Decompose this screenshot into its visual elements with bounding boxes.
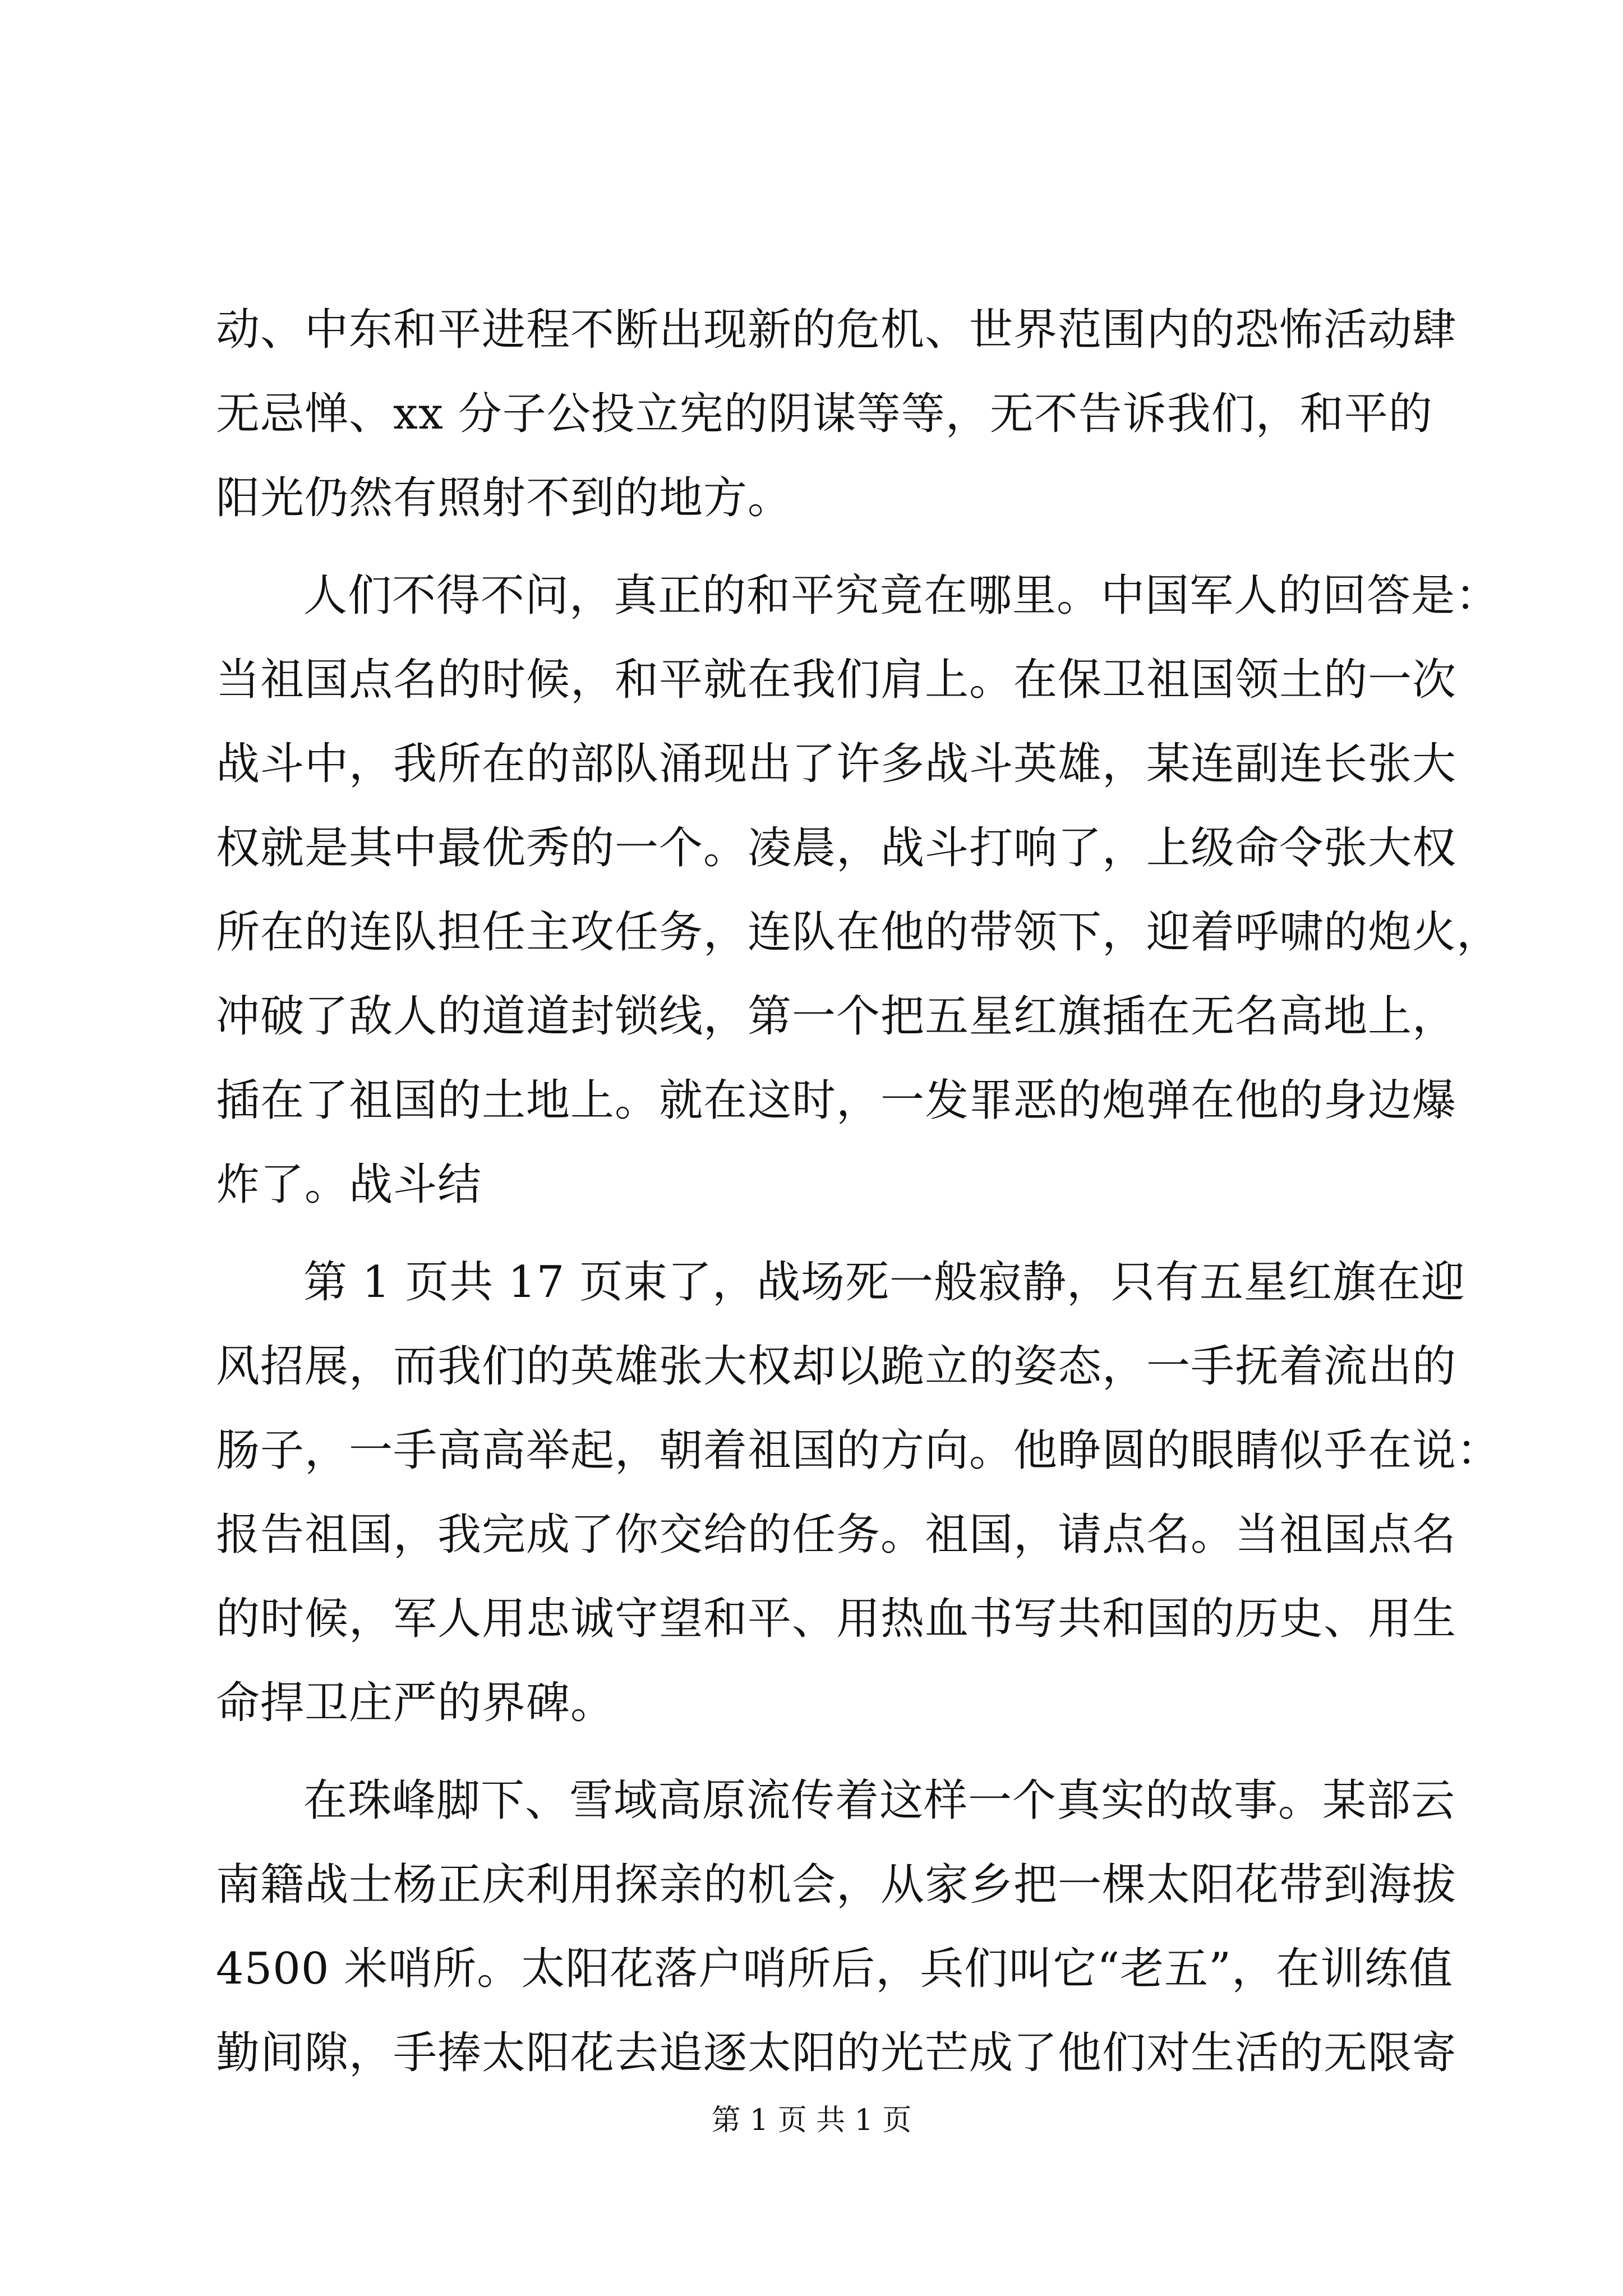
text-line: 勤间隙，手捧太阳花去追逐太阳的光芒成了他们对生活的无限寄 bbox=[216, 2028, 1457, 2078]
text-line: 报告祖国，我完成了你交给的任务。祖国，请点名。当祖国点名 bbox=[216, 1510, 1457, 1560]
text-line: 的时候，军人用忠诚守望和平、用热血书写共和国的历史、用生 bbox=[216, 1594, 1457, 1644]
text-line: 冲破了敌人的道道封锁线，第一个把五星红旗插在无名高地上， bbox=[216, 991, 1457, 1042]
text-line: 无忌惮、xx 分子公投立宪的阴谋等等，无不告诉我们，和平的 bbox=[216, 389, 1433, 439]
text-line: 肠子，一手高高举起，朝着祖国的方向。他睁圆的眼睛似乎在说： bbox=[216, 1425, 1501, 1476]
text-line: 动、中东和平进程不断出现新的危机、世界范围内的恐怖活动肆 bbox=[216, 305, 1457, 355]
text-line: 4500 米哨所。太阳花落户哨所后，兵们叫它“老五”，在训练值 bbox=[216, 1944, 1454, 1994]
page-footer: 第 1 页 共 1 页 bbox=[711, 2104, 912, 2137]
text-line: 南籍战士杨正庆利用探亲的机会，从家乡把一棵太阳花带到海拔 bbox=[216, 1860, 1457, 1910]
text-line: 阳光仍然有照射不到的地方。 bbox=[216, 473, 792, 523]
text-line: 风招展，而我们的英雄张大权却以跪立的姿态，一手抚着流出的 bbox=[216, 1341, 1457, 1392]
text-line: 战斗中，我所在的部队涌现出了许多战斗英雄，某连副连长张大 bbox=[216, 739, 1457, 789]
text-line: 所在的连队担任主攻任务，连队在他的带领下，迎着呼啸的炮火， bbox=[216, 907, 1501, 958]
text-line: 插在了祖国的土地上。就在这时，一发罪恶的炮弹在他的身边爆 bbox=[216, 1075, 1457, 1126]
text-line: 当祖国点名的时候，和平就在我们肩上。在保卫祖国领土的一次 bbox=[216, 655, 1457, 705]
text-line: 权就是其中最优秀的一个。凌晨，战斗打响了，上级命令张大权 bbox=[216, 823, 1457, 873]
text-line: 命捍卫庄严的界碑。 bbox=[216, 1678, 615, 1728]
text-line: 人们不得不问，真正的和平究竟在哪里。中国军人的回答是： bbox=[303, 570, 1500, 621]
text-line: 在珠峰脚下、雪域高原流传着这样一个真实的故事。某部云 bbox=[303, 1775, 1456, 1826]
text-line: 第 1 页共 17 页束了，战场死一般寂静，只有五星红旗在迎 bbox=[303, 1257, 1466, 1308]
text-line: 炸了。战斗结 bbox=[216, 1159, 482, 1210]
